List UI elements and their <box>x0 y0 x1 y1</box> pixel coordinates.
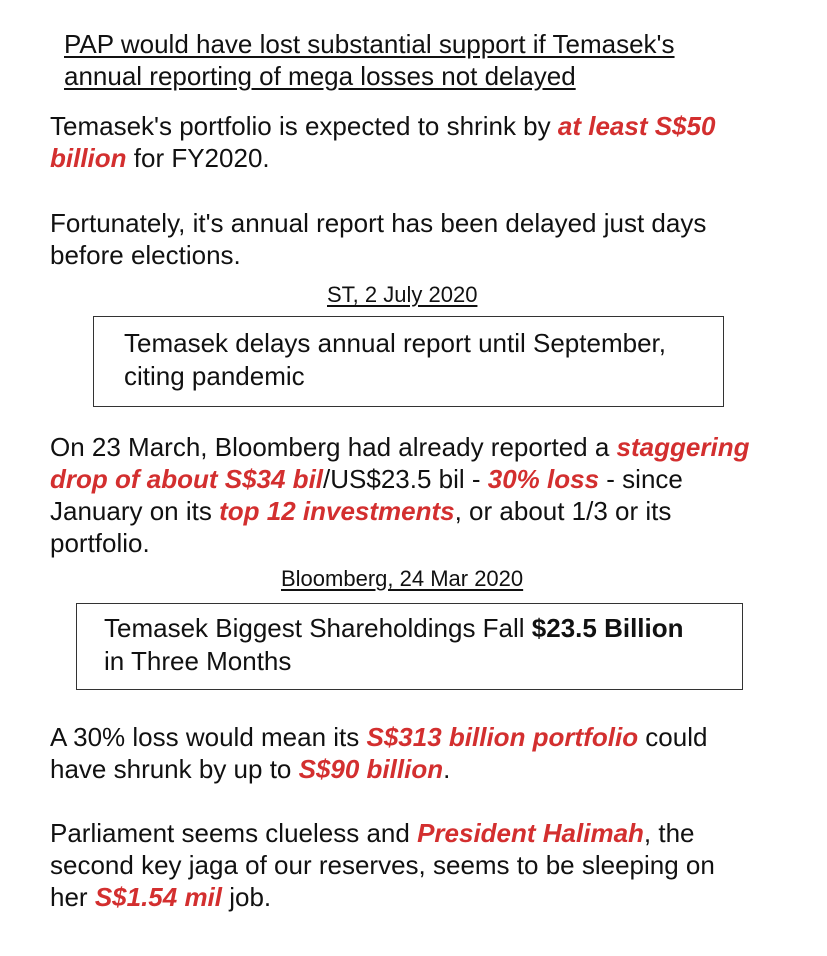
paragraph-portfolio-shrink <box>50 110 790 174</box>
highlight-drop-34-bil: drop of about S$34 bil <box>50 464 324 494</box>
source-bloomberg-citation: Bloomberg, 24 Mar 2020 <box>281 566 524 591</box>
paragraph-portfolio-loss <box>50 721 790 785</box>
para1-line-2: billion for FY2020. <box>50 143 270 173</box>
box2-line-1: Temasek Biggest Shareholdings Fall $23.5 Billion <box>104 613 684 643</box>
box1-text <box>124 327 666 393</box>
source-st-citation: ST, 2 July 2020 <box>327 282 478 307</box>
para1-line-1: Temasek's portfolio is expected to shrink by at least S$50 <box>50 111 716 141</box>
para2-line-2: before elections. <box>50 240 241 270</box>
box2-line-2: in Three Months <box>104 646 292 676</box>
box1-line-2: citing pandemic <box>124 361 305 391</box>
paragraph-president-halimah <box>50 817 790 913</box>
paragraph-bloomberg-report <box>50 431 790 559</box>
highlight-313-billion-portfolio: S$313 billion portfolio <box>366 722 639 752</box>
highlight-30-percent-loss: 30% loss <box>487 464 600 494</box>
box2-text <box>104 612 684 678</box>
box1-line-1: Temasek delays annual report until September, <box>124 328 666 358</box>
paragraph-report-delayed <box>50 207 790 271</box>
quote-box-st-headline <box>93 316 724 407</box>
headline-line-2: annual reporting of mega losses not delayed <box>64 61 576 91</box>
para5-line-1: Parliament seems clueless and President Halimah, the <box>50 818 695 848</box>
para3-line-4: portfolio. <box>50 528 150 558</box>
para5-line-3: her S$1.54 mil job. <box>50 882 272 912</box>
bold-23-5-billion: $23.5 Billion <box>531 613 684 643</box>
quote-box-bloomberg-headline <box>76 603 743 690</box>
highlight-president-halimah: President Halimah <box>417 818 644 848</box>
headline <box>64 28 784 92</box>
para2-line-1: Fortunately, it's annual report has been delayed just days <box>50 208 707 238</box>
highlight-staggering: staggering <box>616 432 750 462</box>
highlight-90-billion: S$90 billion <box>298 754 444 784</box>
highlight-billion: billion <box>50 143 127 173</box>
highlight-at-least-50b: at least S$50 <box>557 111 716 141</box>
para4-line-2: have shrunk by up to S$90 billion. <box>50 754 451 784</box>
para4-line-1: A 30% loss would mean its S$313 billion portfolio could <box>50 722 708 752</box>
highlight-1-54-mil: S$1.54 mil <box>94 882 223 912</box>
highlight-top-12-investments: top 12 investments <box>219 496 455 526</box>
para5-line-2: second key jaga of our reserves, seems to be sleeping on <box>50 850 715 880</box>
para3-line-2: drop of about S$34 bil/US$23.5 bil - 30% loss - since <box>50 464 683 494</box>
para3-line-1: On 23 March, Bloomberg had already reported a staggering <box>50 432 750 462</box>
headline-line-1: PAP would have lost substantial support if Temasek's <box>64 29 675 59</box>
para3-line-3: January on its top 12 investments, or about 1/3 or its <box>50 496 672 526</box>
